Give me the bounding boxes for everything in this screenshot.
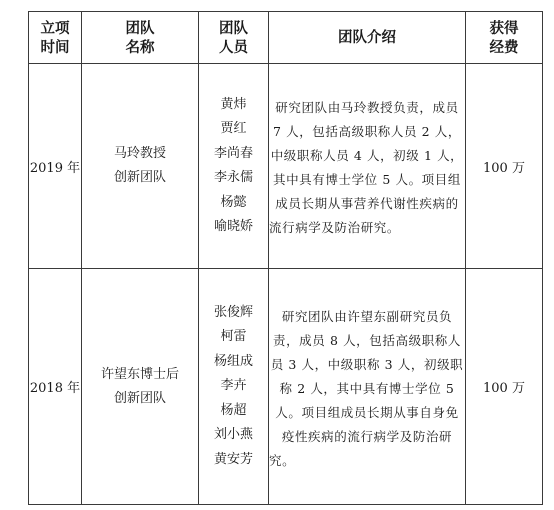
table-row (29, 269, 543, 505)
member-name: 喻晓娇 (213, 219, 253, 234)
header-year: 立项 时间 (29, 12, 82, 64)
team-name-cell: 马玲教授 创新团队 (82, 64, 199, 269)
member-name: 李尚春 (213, 145, 253, 161)
header-members: 团队 人员 (199, 12, 269, 64)
member-name: 李卉 (220, 378, 247, 394)
member-name: 杨组成 (213, 353, 253, 369)
year-cell: 2019 年 (29, 64, 82, 269)
member-name: 张俊辉 (213, 304, 253, 320)
member-name: 黄安芳 (213, 451, 253, 467)
table-row (29, 64, 543, 269)
intro-cell: 研究团队由许望东副研究员负责，成员 8 人，包括高级职称人员 3 人，中级职称 3 人，初级职称 2 人，其中具有博士学位 5 人。项目组成员长期从事自身免疫性疾病的流行病学及防治研究。 (269, 269, 466, 505)
header-row (29, 12, 543, 64)
member-name: 柯雷 (220, 329, 247, 345)
members-cell (199, 64, 269, 269)
member-name: 贾红 (220, 121, 247, 136)
header-team-name: 团队 名称 (82, 12, 199, 64)
member-name: 杨懿 (220, 194, 247, 210)
year-cell: 2018 年 (29, 269, 82, 505)
header-funding: 获得 经费 (466, 12, 543, 64)
member-name: 李永儒 (213, 170, 253, 185)
funding-cell: 100 万 (466, 269, 543, 505)
header-intro: 团队介绍 (269, 12, 466, 64)
team-name-cell: 许望东博士后 创新团队 (82, 269, 199, 505)
member-name: 黄炜 (220, 96, 247, 112)
funding-cell: 100 万 (466, 64, 543, 269)
member-name: 杨超 (220, 402, 247, 418)
member-name: 刘小燕 (213, 427, 253, 443)
intro-cell: 研究团队由马玲教授负责，成员 7 人，包括高级职称人员 2 人，中级职称人员 4 人，初级 1 人，其中具有博士学位 5 人。项目组成员长期从事营养代谢性疾病的流行病学及防治研究。 (269, 64, 466, 269)
members-cell (199, 269, 269, 505)
innovation-team-table (28, 11, 543, 505)
